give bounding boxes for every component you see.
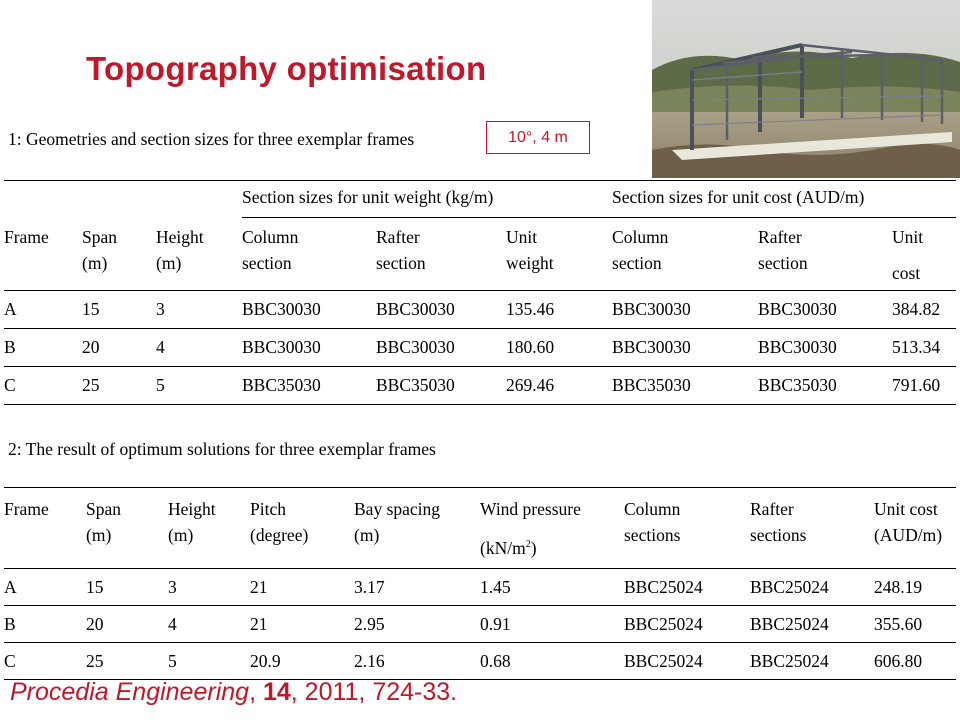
table-geometries [4, 180, 956, 405]
cell-unit-cost: 248.19 [874, 577, 923, 597]
highlight-box: 10°, 4 m [486, 121, 590, 154]
cell-column-sections: BBC25024 [624, 577, 703, 597]
cell-unit-cost: 513.34 [892, 337, 941, 357]
cell-height: 5 [156, 375, 165, 395]
cell-height: 4 [156, 337, 165, 357]
cell-height: 3 [168, 577, 177, 597]
cell-frame: B [4, 614, 16, 634]
table-row [4, 291, 956, 329]
header-cost-rafter: Rafter section [758, 227, 808, 273]
cell-pitch: 20.9 [250, 651, 281, 671]
cell-unit-weight: 269.46 [506, 375, 555, 395]
group-cost-header: Section sizes for unit cost (AUD/m) [612, 181, 956, 218]
cell-weight-column: BBC35030 [242, 375, 321, 395]
cell-frame: A [4, 577, 17, 597]
cell-cost-column: BBC30030 [612, 337, 691, 357]
cell-unit-weight: 180.60 [506, 337, 555, 357]
cell-cost-column: BBC35030 [612, 375, 691, 395]
cell-cost-column: BBC30030 [612, 299, 691, 319]
citation-journal: Procedia Engineering [10, 678, 250, 706]
cell-bay-spacing: 2.16 [354, 651, 385, 671]
header-unit-cost: Unit cost [892, 227, 924, 283]
header-unit-cost: Unit cost (AUD/m) [874, 499, 943, 545]
header-cost-column: Column section [612, 227, 669, 273]
header-frame: Frame [4, 226, 49, 247]
cell-frame: B [4, 337, 16, 357]
citation-separator: , [249, 678, 263, 706]
cell-span: 15 [82, 299, 100, 319]
cell-rafter-sections: BBC25024 [750, 614, 829, 634]
citation [10, 678, 457, 707]
cell-column-sections: BBC25024 [624, 614, 703, 634]
cell-weight-column: BBC30030 [242, 337, 321, 357]
cell-span: 25 [86, 651, 104, 671]
cell-weight-rafter: BBC30030 [376, 299, 455, 319]
group-weight-header: Section sizes for unit weight (kg/m) [242, 181, 612, 218]
cell-unit-cost: 791.60 [892, 375, 941, 395]
cell-unit-cost: 384.82 [892, 299, 941, 319]
cell-span: 25 [82, 375, 100, 395]
header-rafter-sections: Rafter sections [750, 499, 807, 545]
cell-weight-column: BBC30030 [242, 299, 321, 319]
cell-frame: C [4, 651, 16, 671]
cell-cost-rafter: BBC35030 [758, 375, 837, 395]
cell-wind-pressure: 0.91 [480, 614, 511, 634]
cell-frame: C [4, 375, 16, 395]
cell-height: 4 [168, 614, 177, 634]
cell-height: 5 [168, 651, 177, 671]
header-height: Height (m) [156, 226, 204, 273]
cell-bay-spacing: 3.17 [354, 577, 385, 597]
header-weight-rafter: Rafter section [376, 227, 426, 273]
header-height: Height (m) [168, 499, 216, 545]
slide-title: Topography optimisation [86, 50, 487, 87]
header-frame: Frame [4, 499, 49, 519]
table-row [4, 643, 956, 680]
table1-caption: 1: Geometries and section sizes for three exemplar frames [8, 129, 415, 149]
cell-span: 20 [82, 337, 100, 357]
cell-span: 15 [86, 577, 104, 597]
table-row [4, 606, 956, 643]
cell-unit-cost: 606.80 [874, 651, 923, 671]
table-optimum-solutions [4, 487, 956, 680]
table-row [4, 569, 956, 606]
header-column-sections: Column sections [624, 499, 681, 545]
citation-rest: , 2011, 724-33. [290, 678, 458, 706]
cell-cost-rafter: BBC30030 [758, 337, 837, 357]
cell-bay-spacing: 2.95 [354, 614, 385, 634]
table-row [4, 367, 956, 405]
cell-pitch: 21 [250, 577, 268, 597]
steel-portal-frame-photo-icon [652, 0, 960, 178]
header-unit-weight: Unit weight [506, 227, 554, 273]
cell-unit-weight: 135.46 [506, 299, 555, 319]
header-pitch: Pitch (degree) [250, 499, 309, 545]
cell-frame: A [4, 299, 17, 319]
cell-span: 20 [86, 614, 104, 634]
cell-wind-pressure: 0.68 [480, 651, 511, 671]
cell-rafter-sections: BBC25024 [750, 651, 829, 671]
table-row [4, 329, 956, 367]
cell-wind-pressure: 1.45 [480, 577, 511, 597]
citation-volume: 14 [262, 678, 291, 706]
cell-height: 3 [156, 299, 165, 319]
cell-column-sections: BBC25024 [624, 651, 703, 671]
table2-caption: 2: The result of optimum solutions for three exemplar frames [8, 439, 436, 459]
cell-rafter-sections: BBC25024 [750, 577, 829, 597]
header-weight-column: Column section [242, 227, 299, 273]
cell-weight-rafter: BBC30030 [376, 337, 455, 357]
cell-pitch: 21 [250, 614, 268, 634]
header-span: Span (m) [82, 226, 117, 273]
cell-weight-rafter: BBC35030 [376, 375, 455, 395]
header-wind-pressure: Wind pressure $(kN/m^2)$ [480, 499, 581, 558]
header-bay-spacing: Bay spacing (m) [354, 499, 441, 545]
header-span: Span (m) [86, 499, 121, 545]
cell-cost-rafter: BBC30030 [758, 299, 837, 319]
cell-unit-cost: 355.60 [874, 614, 923, 634]
